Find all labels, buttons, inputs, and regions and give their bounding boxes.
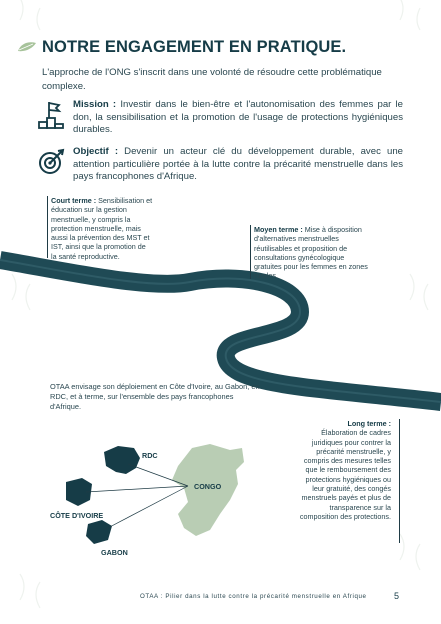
long-terme-text: Élaboration de cadres juridiques pour contrer la précarité menstruelle, y compris des mesures telles que le remboursement des protections hygiéniques ou leur gratuité, des congés menstruels payés et plus de transparence sur la composition des protections. (299, 428, 391, 521)
mission-label: Mission : (73, 99, 117, 110)
court-terme-label: Court terme : (51, 196, 97, 205)
mission-block (73, 99, 403, 137)
moyen-terme-line (250, 225, 251, 279)
footer-text: OTAA : Pilier dans la lutte contre la précarité menstruelle en Afrique (140, 593, 367, 600)
page-title: NOTRE ENGAGEMENT EN PRATIQUE. (42, 38, 347, 56)
court-terme-block (51, 196, 153, 261)
link-cote-ivoire (86, 486, 188, 492)
moyen-terme-label: Moyen terme : (254, 225, 303, 234)
gabon-shape (86, 520, 112, 544)
long-terme-line (399, 419, 400, 543)
leaf-icon (17, 41, 37, 53)
country-label-rdc: RDC (142, 451, 158, 460)
rdc-shape (104, 446, 140, 474)
flag-podium-icon (37, 100, 65, 130)
country-label-gabon: GABON (101, 548, 128, 557)
link-gabon (104, 486, 188, 530)
target-icon (38, 148, 66, 176)
country-label-cote-ivoire: CÔTE D'IVOIRE (50, 511, 104, 520)
country-label-congo: CONGO (194, 482, 222, 491)
intro-text: L'approche de l'ONG s'inscrit dans une volonté de résoudre cette problématique complexe. (42, 67, 382, 92)
mission-text: Investir dans le bien-être et l'autonomisation des femmes par le don, la sensibilisation et la promotion de l'usage de protections hygiéniques durables. (73, 99, 404, 136)
page-number: 5 (394, 591, 400, 601)
objectif-label: Objectif : (73, 146, 119, 157)
court-terme-line (47, 196, 48, 258)
long-terme-label: Long terme : (347, 419, 391, 428)
africa-map (60, 440, 260, 560)
deployment-text: OTAA envisage son déploiement en Côte d'Ivoire, au Gabon, en RDC, et à terme, sur l'ensemble des pays francophones d'Afrique. (50, 382, 260, 411)
moyen-terme-text: Mise à disposition d'alternatives menstruelles réutilisables et proposition de consultations gynécologique gratuites pour les femmes en zones rurales. (254, 225, 368, 281)
long-terme-block (296, 419, 391, 521)
objectif-block (73, 146, 403, 184)
objectif-text: Devenir un acteur clé du développement durable, avec une attention particulière portée à la lutte contre la précarité menstruelle dans les pays francophones d'Afrique. (73, 146, 403, 183)
court-terme-text: Sensibilisation et éducation sur la gestion menstruelle, y compris la protection menstruelle, mais aussi la prévention des MST et IST, ainsi que la promotion de la santé reproductive. (51, 196, 153, 261)
moyen-terme-block (254, 225, 369, 281)
